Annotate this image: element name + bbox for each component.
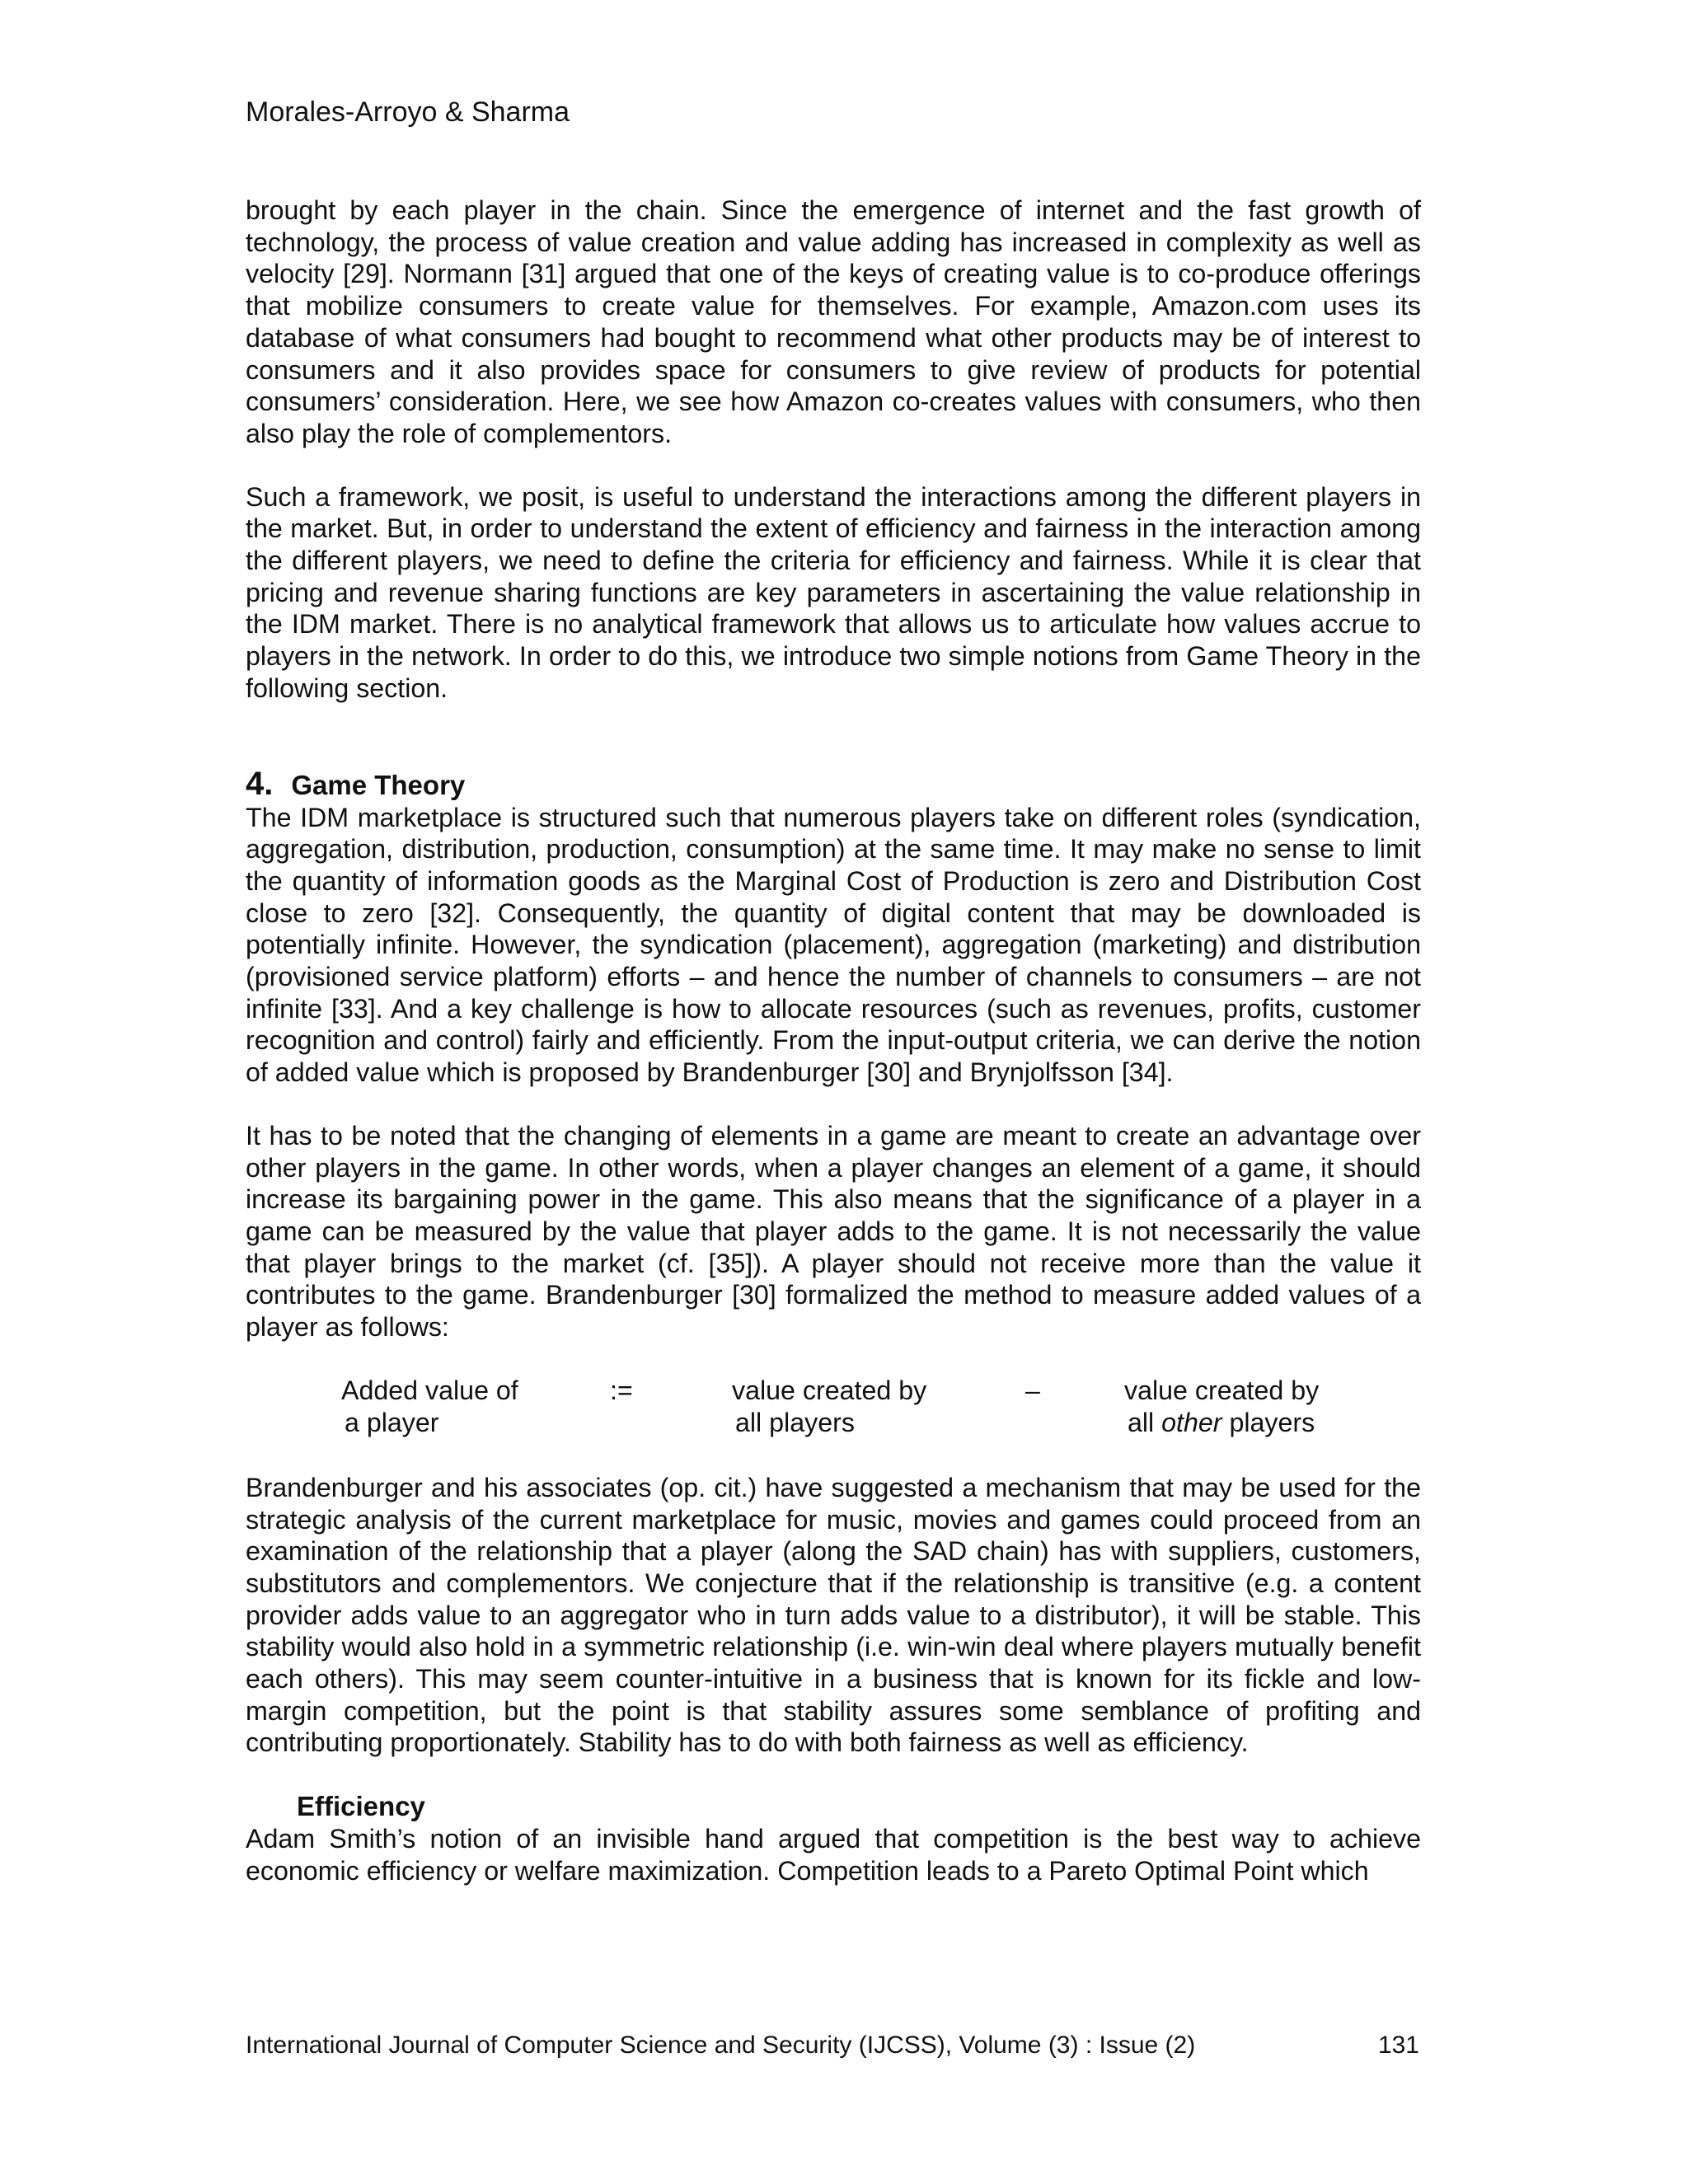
body-column: [246, 194, 1421, 1887]
subheading-efficiency: Efficiency: [297, 1791, 425, 1822]
formula-term1-line1: value created by: [732, 1375, 927, 1405]
body-paragraph-3: The IDM marketplace is structured such that numerous players take on different roles (syndication, aggregation, distribution, production, consumption) at the same time. It may make no sense to limit the quantity of information goods as the Marginal Cost of Production is zero and Distribution Cost close to zero [32]. Consequently, the quantity of digital content that may be downloaded is potentially infinite. However, the syndication (placement), aggregation (marketing) and distribution (provisioned service platform) efforts – and hence the number of channels to consumers – are not infinite [33]. And a key challenge is how to allocate resources (such as revenues, profits, customer recognition and control) fairly and efficiently. From the input-output criteria, we can derive the notion of added value which is proposed by Brandenburger [30] and Brynjolfsson [34].: [246, 802, 1421, 1088]
added-value-formula: [246, 1375, 1421, 1441]
body-paragraph-4: It has to be noted that the changing of elements in a game are meant to create an advantage over other players in the game. In other words, when a player changes an element of a game, it should increase its bargaining power in the game. This also means that the significance of a player in a game can be measured by the value that player adds to the game. It is not necessarily the value that player brings to the market (cf. [35]). A player should not receive more than the value it contributes to the game. Brandenburger [30] formalized the method to measure added values of a player as follows:: [246, 1120, 1421, 1343]
section-title: Game Theory: [291, 769, 466, 800]
running-head: Morales-Arroyo & Sharma: [246, 96, 570, 128]
formula-term2-line2-pre: all: [1128, 1407, 1162, 1437]
body-paragraph-2: Such a framework, we posit, is useful to understand the interactions among the different players in the market. But, in order to understand the extent of efficiency and fairness in the interaction among the different players, we need to define the criteria for efficiency and fairness. While it is clear that pricing and revenue sharing functions are key parameters in ascertaining the value relationship in the IDM market. There is no analytical framework that allows us to articulate how values accrue to players in the network. In order to do this, we introduce two simple notions from Game Theory in the following section.: [246, 481, 1421, 703]
formula-minus-operator: –: [1025, 1375, 1040, 1405]
paragraph-gap: [246, 1089, 1421, 1120]
paragraph-gap: [246, 1343, 1421, 1375]
page-number: 131: [1377, 2032, 1419, 2059]
formula-lhs-line1: Added value of: [341, 1375, 518, 1405]
body-paragraph-1: brought by each player in the chain. Since the emergence of internet and the fast growth of technology, the process of value creation and value adding has increased in complexity as well as velocity [29]. Normann [31] argued that one of the keys of creating value is to co-produce offerings that mobilize consumers to create value for themselves. For example, Amazon.com uses its database of what consumers had bought to recommend what other products may be of interest to consumers and it also provides space for consumers to give review of products for potential consumers’ consideration. Here, we see how Amazon co-creates values with consumers, who then also play the role of complementors.: [246, 195, 1421, 448]
section-heading-game-theory: [246, 767, 1421, 802]
page-footer: [246, 2031, 1421, 2060]
section-gap: [246, 705, 1421, 767]
paragraph-gap: [246, 1441, 1421, 1472]
paragraph-gap: [246, 1759, 1421, 1790]
formula-lhs-line2: a player: [345, 1407, 439, 1437]
body-paragraph-5: Brandenburger and his associates (op. cit.) have suggested a mechanism that may be used for the strategic analysis of the current marketplace for music, movies and games could proceed from an examination of the relationship that a player (along the SAD chain) has with suppliers, customers, substitutors and complementors. We conjecture that if the relationship is transitive (e.g. a content provider adds value to an aggregator who in turn adds value to a distributor), it will be stable. This stability would also hold in a symmetric relationship (i.e. win-win deal where players mutually benefit each others). This may seem counter-intuitive in a business that is known for its fickle and low-margin competition, but the point is that stability assures some semblance of profiting and contributing proportionately. Stability has to do with both fairness as well as efficiency.: [246, 1472, 1421, 1758]
formula-term2-line2-post: players: [1221, 1407, 1315, 1437]
formula-term1-line2: all players: [735, 1407, 855, 1437]
paragraph-gap: [246, 450, 1421, 481]
formula-term2-line1: value created by: [1124, 1375, 1320, 1405]
section-number: 4.: [246, 765, 274, 802]
body-paragraph-6: Adam Smith’s notion of an invisible hand argued that competition is the best way to achieve economic efficiency or welfare maximization. Competition leads to a Pareto Optimal Point which: [246, 1824, 1421, 1886]
formula-assign-operator: :=: [610, 1375, 633, 1405]
journal-citation: International Journal of Computer Science and Security (IJCSS), Volume (3) : Issue (2): [246, 2032, 1196, 2059]
formula-term2-line2: [1128, 1407, 1315, 1439]
formula-term2-line2-emphasis: other: [1161, 1407, 1222, 1437]
